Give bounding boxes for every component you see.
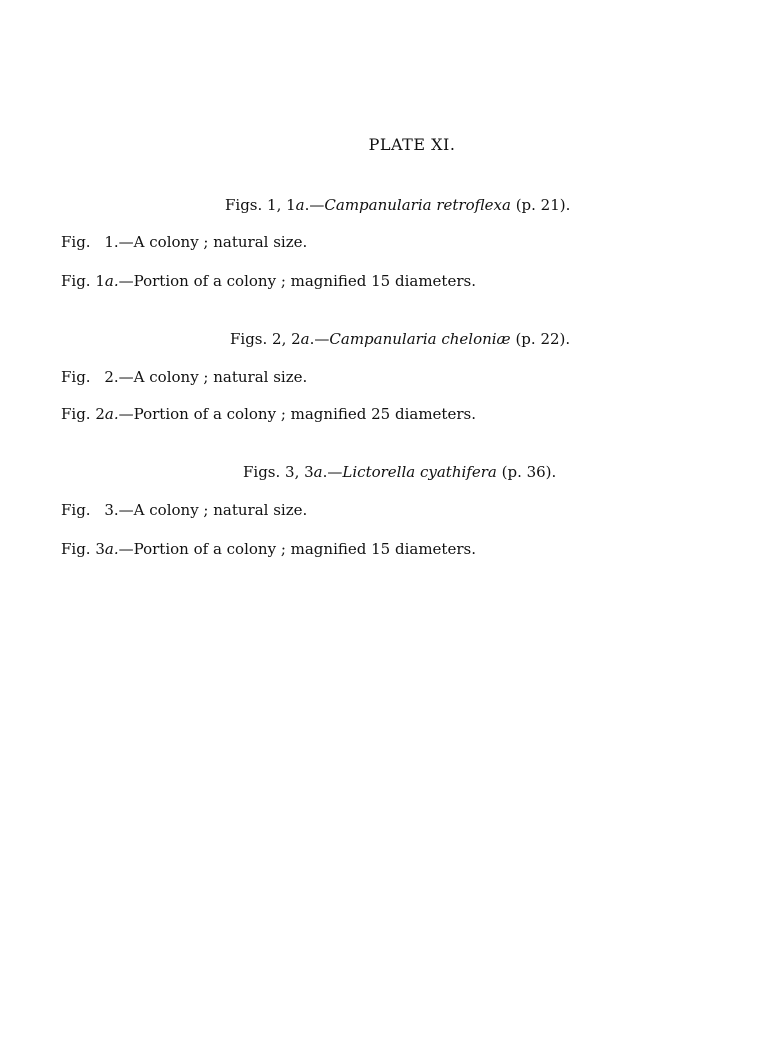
figure-caption <box>61 405 476 423</box>
plate-title: PLATE XI. <box>368 135 456 154</box>
fig-caption-text: —A colony ; natural size. <box>118 368 308 386</box>
fig-number-suffix: a. <box>104 540 119 558</box>
page-ref: (p. 36). <box>501 463 557 481</box>
fig-caption-text: —Portion of a colony ; magnified 15 diameters. <box>118 540 476 558</box>
figure-caption <box>61 368 307 386</box>
heading-dash: .— <box>309 330 330 348</box>
fig-label: Fig. <box>61 272 91 290</box>
fig-number: 1. <box>104 233 119 251</box>
figure-caption <box>61 540 476 558</box>
fig-caption-text: —A colony ; natural size. <box>118 501 308 519</box>
fig-caption-text: —Portion of a colony ; magnified 15 diameters. <box>118 272 476 290</box>
heading-prefix: Figs. 2, 2 <box>230 330 301 348</box>
species-name: Campanularia cheloniæ <box>329 330 511 348</box>
fig-number: 2 <box>95 405 105 423</box>
section-heading-1 <box>225 196 570 214</box>
page-ref: (p. 22). <box>515 330 571 348</box>
fig-caption-text: —A colony ; natural size. <box>118 233 308 251</box>
section-heading-2 <box>230 330 570 348</box>
heading-suffix: a <box>295 196 305 214</box>
fig-number: 3 <box>95 540 105 558</box>
figure-caption <box>61 501 307 519</box>
section-heading-3 <box>243 463 556 481</box>
figure-caption <box>61 272 476 290</box>
heading-dash: .— <box>322 463 343 481</box>
page-ref: (p. 21). <box>515 196 571 214</box>
species-name: Lictorella cyathifera <box>342 463 497 481</box>
heading-prefix: Figs. 3, 3 <box>243 463 314 481</box>
heading-dash: .— <box>304 196 325 214</box>
heading-prefix: Figs. 1, 1 <box>225 196 296 214</box>
species-name: Campanularia retroflexa <box>324 196 511 214</box>
heading-suffix: a <box>313 463 323 481</box>
fig-label: Fig. <box>61 501 91 519</box>
fig-number: 1 <box>95 272 105 290</box>
fig-label: Fig. <box>61 368 91 386</box>
figure-caption <box>61 233 307 251</box>
fig-label: Fig. <box>61 405 91 423</box>
fig-number: 3. <box>104 501 119 519</box>
fig-number-suffix: a. <box>104 405 119 423</box>
fig-label: Fig. <box>61 540 91 558</box>
heading-suffix: a <box>300 330 310 348</box>
fig-label: Fig. <box>61 233 91 251</box>
fig-number: 2. <box>104 368 119 386</box>
fig-number-suffix: a. <box>104 272 119 290</box>
fig-caption-text: —Portion of a colony ; magnified 25 diameters. <box>118 405 476 423</box>
